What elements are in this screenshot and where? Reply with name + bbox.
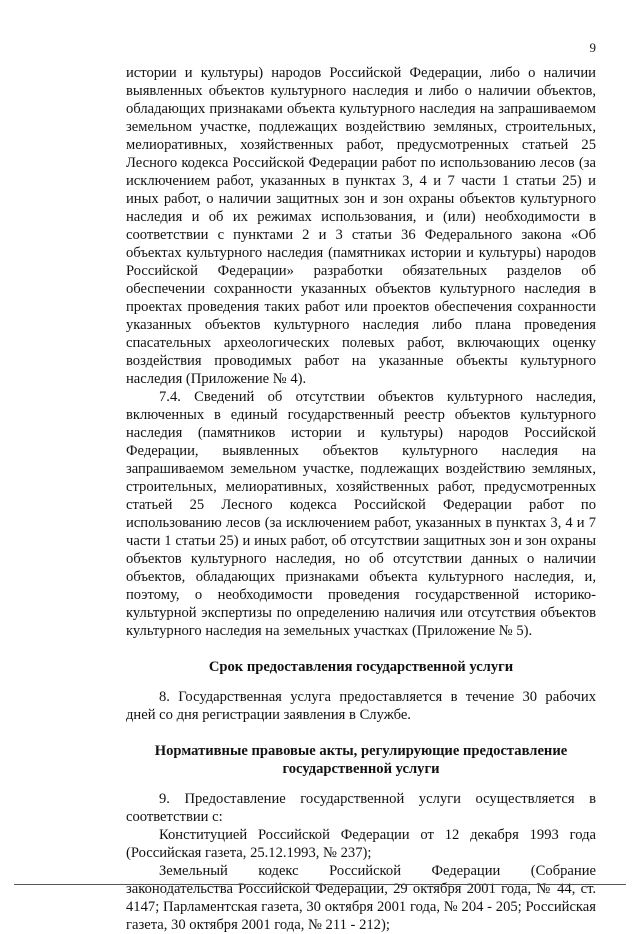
spacer [126, 640, 596, 658]
page-number: 9 [589, 40, 596, 55]
bottom-rule [14, 884, 626, 885]
document-body [126, 64, 596, 934]
paragraph-8: 8. Государственная услуга предоставляется в течение 30 рабочих дней со дня регистрации заявления в Службе. [126, 689, 596, 723]
section-heading-legal-acts-line-1: Нормативные правовые акты, регулирующие предоставление [154, 743, 568, 759]
section-heading-term: Срок предоставления государственной услуги [208, 659, 514, 675]
section-heading-legal-acts-line-2: государственной услуги [282, 761, 440, 777]
paragraph-land-code: Земельный кодекс Российской Федерации (Собрание законодательства Российской Федерации, 29 октября 2001 года, № 44, ст. 4147; Парламентская газета, 30 октября 2001 года, № 204 - 205; Российская газета, 30 октября 2001 года, № 211 - 212); [126, 863, 596, 933]
paragraph-7-4: 7.4. Сведений об отсутствии объектов культурного наследия, включенных в единый государственный реестр объектов культурного наследия (памятников истории и культуры) народов Российской Федерации, выявленных объектов культурного наследия на запрашиваемом земельном участке, подлежащих воздействию земляных, строительных, мелиоративных, хозяйственных работ, предусмотренных статьей 25 Лесного кодекса Российской Федерации работ по использованию лесов (за исключением работ, указанных в пунктах 3, 4 и 7 части 1 статьи 25) и иных работ, об отсутствии защитных зон и зон охраны объектов культурного наследия, но об отсутствии данных о наличии объектов, обладающих признаками объекта культурного наследия, и, поэтому, о необходимости проведения государственной историко-культурной экспертизы по определению наличия или отсутствия объектов культурного наследия на земельных участках (Приложение № 5). [126, 389, 596, 639]
paragraph-constitution: Конституцией Российской Федерации от 12 декабря 1993 года (Российская газета, 25.12.1993, № 237); [126, 827, 596, 861]
section-heading-legal-acts [126, 742, 596, 778]
spacer [126, 724, 596, 742]
paragraph-continued-7-3: истории и культуры) народов Российской Федерации, либо о наличии выявленных объектов культурного наследия и либо о наличии объектов, обладающих признаками объекта культурного наследия на запрашиваемом земельном участке, подлежащих воздействию земляных, строительных, мелиоративных, хозяйственных работ, предусмотренных статьей 25 Лесного кодекса Российской Федерации работ по использованию лесов (за исключением работ, указанных в пунктах 3, 4 и 7 части 1 статьи 25) и иных работ, о наличии защитных зон и зон охраны объектов культурного наследия и об их режимах использования, и (или) необходимости в соответствии с пунктами 2 и 3 статьи 36 Федерального закона «Об объектах культурного наследия (памятниках истории и культуры) народов Российской Федерации» разработки обязательных разделов об обеспечении сохранности указанных объектов культурного наследия в проектах проведения таких работ или проектов обеспечения сохранности указанных объектов культурного наследия либо плана проведения спасательных археологических полевых работ, включающих оценку воздействия проводимых работ на указанные объекты культурного наследия (Приложение № 4). [126, 65, 596, 387]
spacer [126, 676, 596, 688]
spacer [126, 778, 596, 790]
paragraph-9: 9. Предоставление государственной услуги осуществляется в соответствии с: [126, 791, 596, 825]
